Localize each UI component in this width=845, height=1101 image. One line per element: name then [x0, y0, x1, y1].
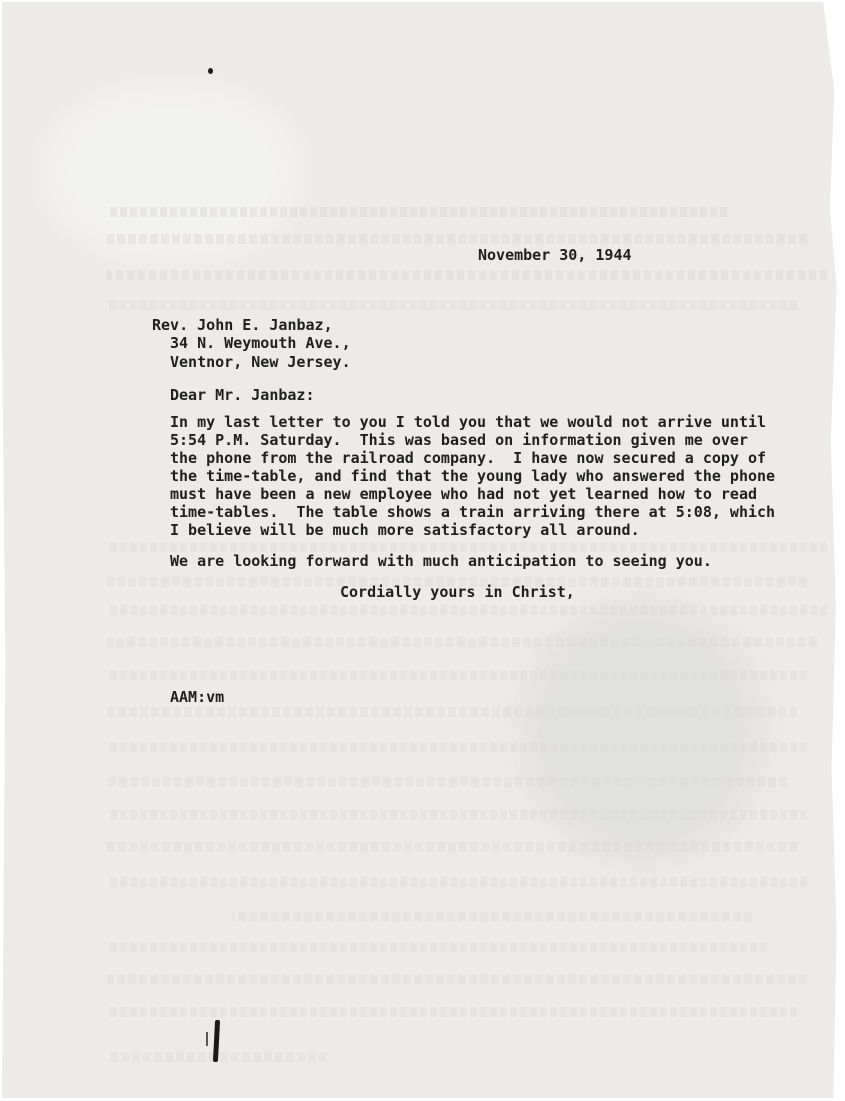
- bleed-through-line: [107, 300, 797, 310]
- bleed-through-line: [107, 777, 787, 787]
- body-line: I believe will be much more satisfactory all around.: [170, 521, 640, 539]
- bleed-through-line: [107, 605, 827, 615]
- bleed-through-line: [107, 542, 827, 552]
- bleed-through-line: [107, 810, 807, 820]
- body-line: the phone from the railroad company. I have now secured a copy of: [170, 449, 767, 467]
- body-line: In my last letter to you I told you that we would not arrive until: [170, 413, 767, 431]
- body-line: time-tables. The table shows a train arriving there at 5:08, which: [170, 503, 776, 521]
- bleed-through-line: [107, 234, 807, 244]
- paper-sheet: [2, 2, 840, 1098]
- bleed-through-line: [107, 207, 727, 217]
- address-line: Rev. John E. Janbaz,: [152, 316, 333, 334]
- bleed-through-line: [232, 912, 752, 922]
- letter-date: November 30, 1944: [478, 246, 632, 264]
- body-line: the time-table, and find that the young lady who answered the phone: [170, 467, 776, 485]
- bleed-through-line: [107, 742, 807, 752]
- bleed-through-line: [107, 1007, 797, 1017]
- address-line: Ventnor, New Jersey.: [170, 353, 351, 371]
- typist-initials: AAM:vm: [170, 688, 225, 706]
- bleed-through-line: [107, 707, 797, 717]
- bleed-through-line: [107, 637, 817, 647]
- salutation: Dear Mr. Janbaz:: [170, 386, 315, 404]
- bleed-through-line: [107, 670, 807, 680]
- address-line: 34 N. Weymouth Ave.,: [170, 334, 351, 352]
- closing-paragraph: We are looking forward with much anticipation to seeing you.: [170, 552, 712, 570]
- bleed-through-line: [107, 270, 827, 280]
- letter-body: [170, 413, 775, 539]
- bleed-through-line: [107, 974, 807, 984]
- ink-mark: [206, 1032, 208, 1046]
- body-line: 5:54 P.M. Saturday. This was based on information given me over: [170, 431, 748, 449]
- body-line: must have been a new employee who had not yet learned how to read: [170, 485, 757, 503]
- bleed-through-line: [107, 842, 797, 852]
- bleed-through-line: [107, 942, 767, 952]
- ink-dot: [208, 68, 213, 74]
- closing: Cordially yours in Christ,: [340, 583, 575, 601]
- bleed-through-line: [107, 877, 807, 887]
